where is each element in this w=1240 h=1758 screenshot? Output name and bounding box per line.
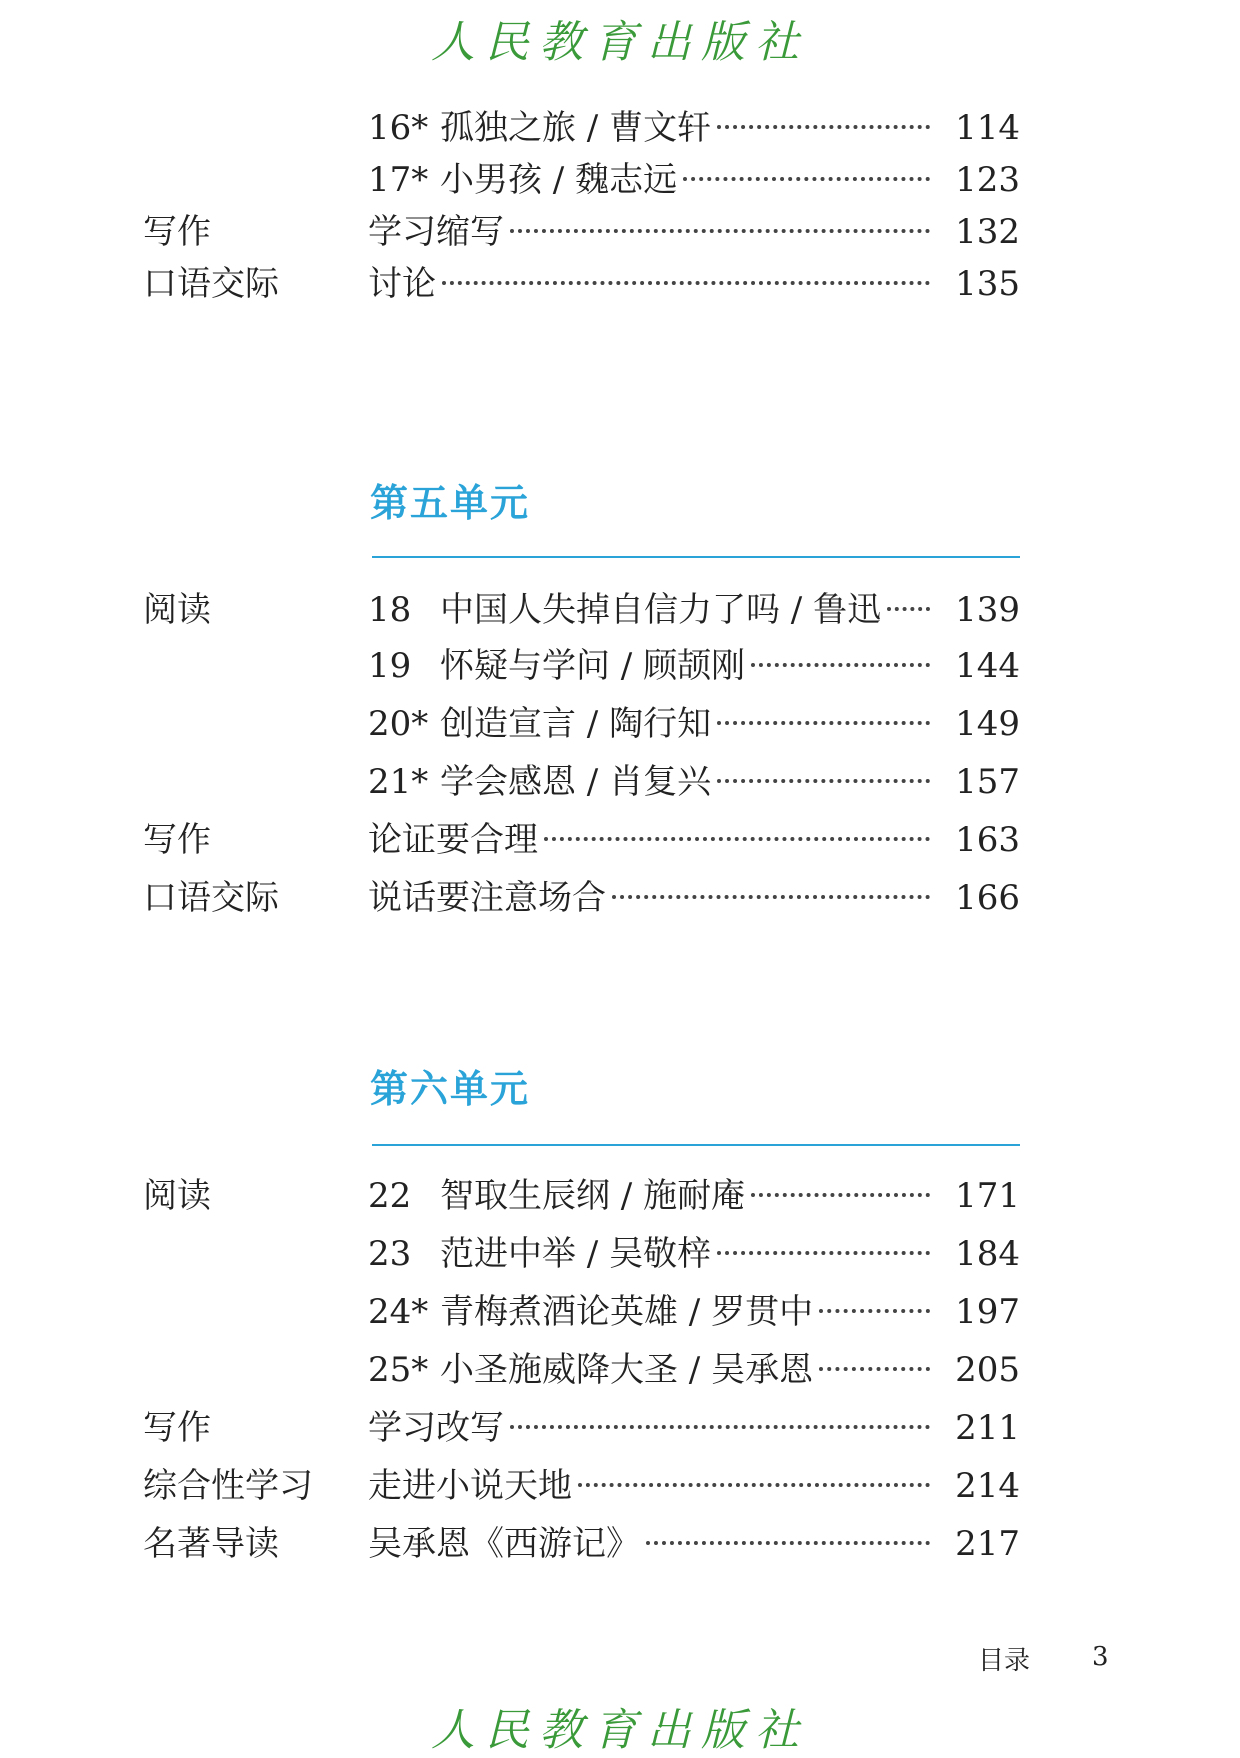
lesson-title: 青梅煮酒论英雄 / 罗贯中 xyxy=(440,1292,814,1332)
lesson-title: 说话要注意场合 xyxy=(368,878,606,918)
dot-leader xyxy=(819,1367,930,1371)
toc-entry xyxy=(368,1344,930,1396)
publisher-watermark-top: 人民教育出版社 xyxy=(431,17,809,68)
lesson-number: 23 xyxy=(368,1234,412,1274)
toc-row[interactable] xyxy=(0,640,1240,692)
toc-category: 阅读 xyxy=(143,590,211,630)
lesson-number: 22 xyxy=(368,1176,412,1216)
toc-entry xyxy=(368,1460,930,1512)
toc-category: 写作 xyxy=(143,820,211,860)
page-number: 144 xyxy=(955,646,1020,686)
page-number: 217 xyxy=(955,1524,1020,1564)
toc-category: 口语交际 xyxy=(143,264,279,304)
page-number: 163 xyxy=(955,820,1020,860)
dot-leader xyxy=(887,607,930,611)
page-number: 205 xyxy=(955,1350,1020,1390)
toc-row[interactable] xyxy=(0,1344,1240,1396)
page-number: 157 xyxy=(955,762,1020,802)
lesson-title: 小男孩 / 魏志远 xyxy=(440,160,678,200)
dot-leader xyxy=(717,1251,930,1255)
page-number: 114 xyxy=(955,108,1020,148)
page-number: 132 xyxy=(955,212,1020,252)
lesson-number: 21* xyxy=(368,762,429,802)
toc-entry xyxy=(368,1170,930,1222)
lesson-number: 19 xyxy=(368,646,412,686)
page-number: 197 xyxy=(955,1292,1020,1332)
toc-row[interactable] xyxy=(0,1402,1240,1454)
dot-leader xyxy=(751,1193,930,1197)
toc-row[interactable] xyxy=(0,1286,1240,1338)
toc-row[interactable] xyxy=(0,102,1240,154)
dot-leader xyxy=(510,229,930,233)
dot-leader xyxy=(819,1309,930,1313)
toc-category: 综合性学习 xyxy=(143,1466,313,1506)
toc-category: 阅读 xyxy=(143,1176,211,1216)
toc-entry xyxy=(368,814,930,866)
dot-leader xyxy=(578,1483,930,1487)
lesson-title: 中国人失掉自信力了吗 / 鲁迅 xyxy=(440,590,882,630)
dot-leader xyxy=(510,1425,930,1429)
unit-heading: 第六单元 xyxy=(370,1067,531,1111)
toc-category: 写作 xyxy=(143,212,211,252)
toc-row[interactable] xyxy=(0,584,1240,636)
lesson-number: 25* xyxy=(368,1350,429,1390)
lesson-title: 走进小说天地 xyxy=(368,1466,572,1506)
toc-entry xyxy=(368,872,930,924)
lesson-title: 论证要合理 xyxy=(368,820,538,860)
toc-row[interactable] xyxy=(0,258,1240,310)
page-number: 184 xyxy=(955,1234,1020,1274)
dot-leader xyxy=(683,177,930,181)
toc-entry xyxy=(368,258,930,310)
toc-entry xyxy=(368,102,930,154)
toc-category: 名著导读 xyxy=(143,1524,279,1564)
toc-row[interactable] xyxy=(0,698,1240,750)
lesson-title: 创造宣言 / 陶行知 xyxy=(440,704,712,744)
unit-heading: 第五单元 xyxy=(370,481,531,525)
toc-entry xyxy=(368,1402,930,1454)
toc-category: 写作 xyxy=(143,1408,211,1448)
toc-row[interactable] xyxy=(0,814,1240,866)
footer-page-number: 3 xyxy=(1092,1642,1109,1672)
lesson-number: 18 xyxy=(368,590,412,630)
dot-leader xyxy=(646,1541,930,1545)
dot-leader xyxy=(544,837,930,841)
toc-entry xyxy=(368,640,930,692)
toc-entry xyxy=(368,1518,930,1570)
unit-divider xyxy=(372,556,1020,558)
lesson-title: 小圣施威降大圣 / 吴承恩 xyxy=(440,1350,814,1390)
page-number: 139 xyxy=(955,590,1020,630)
toc-entry xyxy=(368,154,930,206)
toc-entry xyxy=(368,756,930,808)
footer-section-label: 目录 xyxy=(978,1646,1031,1676)
page-number: 171 xyxy=(955,1176,1020,1216)
toc-category: 口语交际 xyxy=(143,878,279,918)
toc-row[interactable] xyxy=(0,206,1240,258)
dot-leader xyxy=(442,281,930,285)
lesson-title: 学会感恩 / 肖复兴 xyxy=(440,762,712,802)
lesson-title: 孤独之旅 / 曹文轩 xyxy=(440,108,712,148)
lesson-title: 讨论 xyxy=(368,264,436,304)
dot-leader xyxy=(717,779,930,783)
toc-row[interactable] xyxy=(0,756,1240,808)
toc-row[interactable] xyxy=(0,1170,1240,1222)
lesson-number: 24* xyxy=(368,1292,429,1332)
toc-row[interactable] xyxy=(0,154,1240,206)
lesson-title: 智取生辰纲 / 施耐庵 xyxy=(440,1176,746,1216)
lesson-number: 17* xyxy=(368,160,429,200)
page-number: 214 xyxy=(955,1466,1020,1506)
lesson-title: 范进中举 / 吴敬梓 xyxy=(440,1234,712,1274)
toc-entry xyxy=(368,698,930,750)
lesson-title: 怀疑与学问 / 顾颉刚 xyxy=(440,646,746,686)
dot-leader xyxy=(717,125,930,129)
toc-entry xyxy=(368,206,930,258)
page-number: 211 xyxy=(955,1408,1020,1448)
lesson-title: 吴承恩《西游记》 xyxy=(368,1524,640,1564)
toc-row[interactable] xyxy=(0,1518,1240,1570)
page-number: 166 xyxy=(955,878,1020,918)
page-number: 149 xyxy=(955,704,1020,744)
toc-row[interactable] xyxy=(0,1228,1240,1280)
toc-entry xyxy=(368,1228,930,1280)
lesson-number: 16* xyxy=(368,108,429,148)
lesson-title: 学习改写 xyxy=(368,1408,504,1448)
page-number: 135 xyxy=(955,264,1020,304)
dot-leader xyxy=(612,895,930,899)
toc-row[interactable] xyxy=(0,1460,1240,1512)
dot-leader xyxy=(751,663,930,667)
lesson-title: 学习缩写 xyxy=(368,212,504,252)
toc-row[interactable] xyxy=(0,872,1240,924)
dot-leader xyxy=(717,721,930,725)
toc-entry xyxy=(368,1286,930,1338)
lesson-number: 20* xyxy=(368,704,429,744)
toc-entry xyxy=(368,584,930,636)
page-number: 123 xyxy=(955,160,1020,200)
publisher-watermark-bottom: 人民教育出版社 xyxy=(431,1705,809,1756)
unit-divider xyxy=(372,1144,1020,1146)
